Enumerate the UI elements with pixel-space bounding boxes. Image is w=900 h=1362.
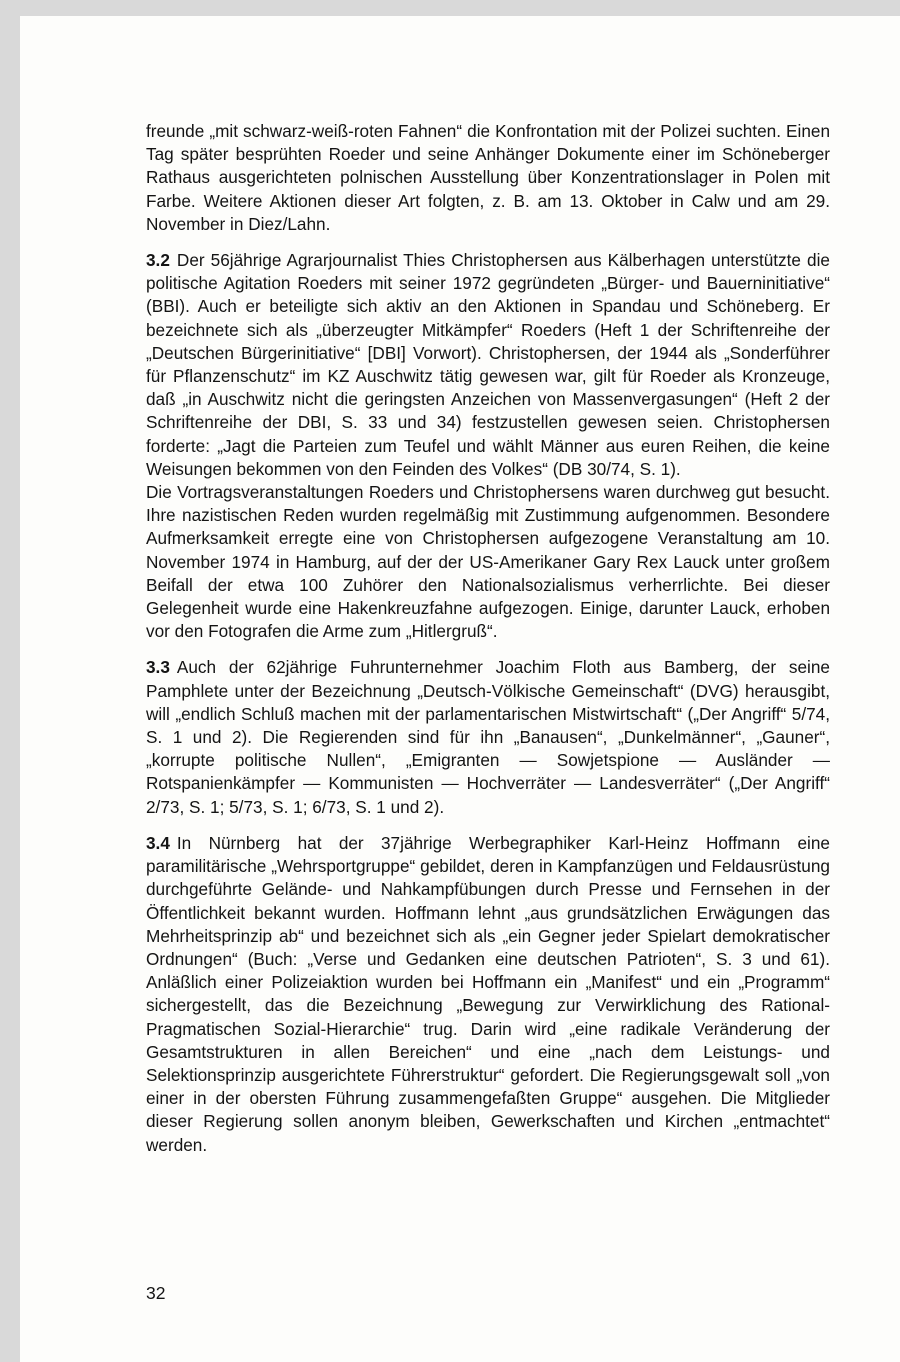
paragraph-text: In Nürnberg hat der 37jährige Werbegraphiker Karl-Heinz Hoffmann eine paramilitärische „Wehrsportgruppe“ gebildet, deren in Kampfanzügen und Feldausrüstung durchgeführte Gelände- und Nahkampfübungen durch Presse und Fernsehen in der Öffentlichkeit bekannt wurden. Hoffmann lehnt „aus grundsätzlichen Erwägungen das Mehrheitsprinzip ab“ und bezeichnet sich als „ein Gegner jeder Spielart demokratischer Ordnungen“ (Buch: „Verse und Gedanken eine deutschen Patrioten“, S. 3 und 61). Anläßlich einer Polizeiaktion wurden bei Hoffmann ein „Manifest“ und ein „Programm“ sichergestellt, das die Bezeichnung „Bewegung zur Verwirklichung des Rational-Pragmatischen Sozial-Hierarchie“ trug. Darin wird „eine radikale Veränderung der Gesamtstrukturen in allen Bereichen“ und eine „nach dem Leistungs- und Selektionsprinzip ausgerichtete Führerstruktur“ gefordert. Die Regierungsgewalt soll „von einer in der obersten Führung zusammengefaßten Gruppe“ ausgehen. Die Mitglieder dieser Regierung sollen anonym bleiben, Gewerkschaften und Kirchen „entmachtet“ werden. (146, 832, 830, 1155)
paragraph-3-3 (146, 656, 830, 818)
paragraph-3-2 (146, 249, 830, 481)
paragraph-text: Die Vortragsveranstaltungen Roeders und Christophersens waren durchweg gut besucht. Ihre nazistischen Reden wurden regelmäßig mit Zustimmung aufgenommen. Besondere Aufmerksamkeit erregte eine von Christophersen aufgezogene Veranstaltung am 10. November 1974 in Hamburg, auf der der US-Amerikaner Gary Rex Lauck unter großem Beifall der etwa 100 Zuhörer den Nationalsozialismus verherrlichte. Bei dieser Gelegenheit wurde eine Hakenkreuzfahne aufgezogen. Einige, darunter Lauck, erhoben vor den Fotografen die Arme zum „Hitlergruß“. (146, 482, 830, 642)
section-number: 3.3 (146, 657, 170, 678)
paragraph-text: Auch der 62jährige Fuhrunternehmer Joachim Floth aus Bamberg, der seine Pamphlete unter der Bezeichnung „Deutsch-Völkische Gemeinschaft“ (DVG) herausgibt, will „endlich Schluß machen mit der parlamentarischen Mistwirtschaft“ („Der Angriff“ 5/74, S. 1 und 2). Die Regierenden sind für ihn „Banausen“, „Dunkelmänner“, „Gauner“, „korrupte politische Nullen“, „Emigranten — Sowjetspione — Ausländer — Rotspanienkämpfer — Kommunisten — Hochverräter — Landesverräter“ („Der Angriff“ 2/73, S. 1; 5/73, S. 1; 6/73, S. 1 und 2). (146, 657, 830, 817)
paragraph-text: Der 56jährige Agrarjournalist Thies Christophersen aus Kälberhagen unterstützte die politische Agitation Roeders mit seiner 1972 gegründeten „Bürger- und Bauerninitiative“ (BBI). Auch er beteiligte sich aktiv an den Aktionen in Spandau und Schöneberg. Er bezeichnete sich als „überzeugter Mitkämpfer“ Roeders (Heft 1 der Schriftenreihe der „Deutschen Bürgerinitiative“ [DBI] Vorwort). Christophersen, der 1944 als „Sonderführer für Pflanzenschutz“ im KZ Auschwitz tätig gewesen war, gilt für Roeder als Kronzeuge, daß „in Auschwitz nicht die geringsten Anzeichen von Massenvergasungen“ (Heft 2 der Schriftenreihe der DBI, S. 33 und 34) festzustellen gewesen seien. Christophersen forderte: „Jagt die Parteien zum Teufel und wählt Männer aus euren Reihen, die keine Weisungen bekommen von den Feinden des Volkes“ (DB 30/74, S. 1). (146, 250, 830, 479)
paragraph-text: freunde „mit schwarz-weiß-roten Fahnen“ die Konfrontation mit der Polizei suchten. Einen Tag später besprühten Roeder und seine Anhänger Dokumente einer im Schöneberger Rathaus ausgerichteten polnischen Ausstellung über Konzentrationslager in Polen mit Farbe. Weitere Aktionen dieser Art folgten, z. B. am 13. Oktober in Calw und am 29. November in Diez/Lahn. (146, 121, 830, 234)
page-number: 32 (146, 1283, 166, 1303)
section-number: 3.2 (146, 250, 170, 271)
paragraph-3-2-continued (146, 481, 830, 643)
section-number: 3.4 (146, 832, 170, 853)
document-body (146, 120, 830, 1157)
paragraph-3-4 (146, 832, 830, 1157)
paragraph-3-1-continuation (146, 120, 830, 236)
